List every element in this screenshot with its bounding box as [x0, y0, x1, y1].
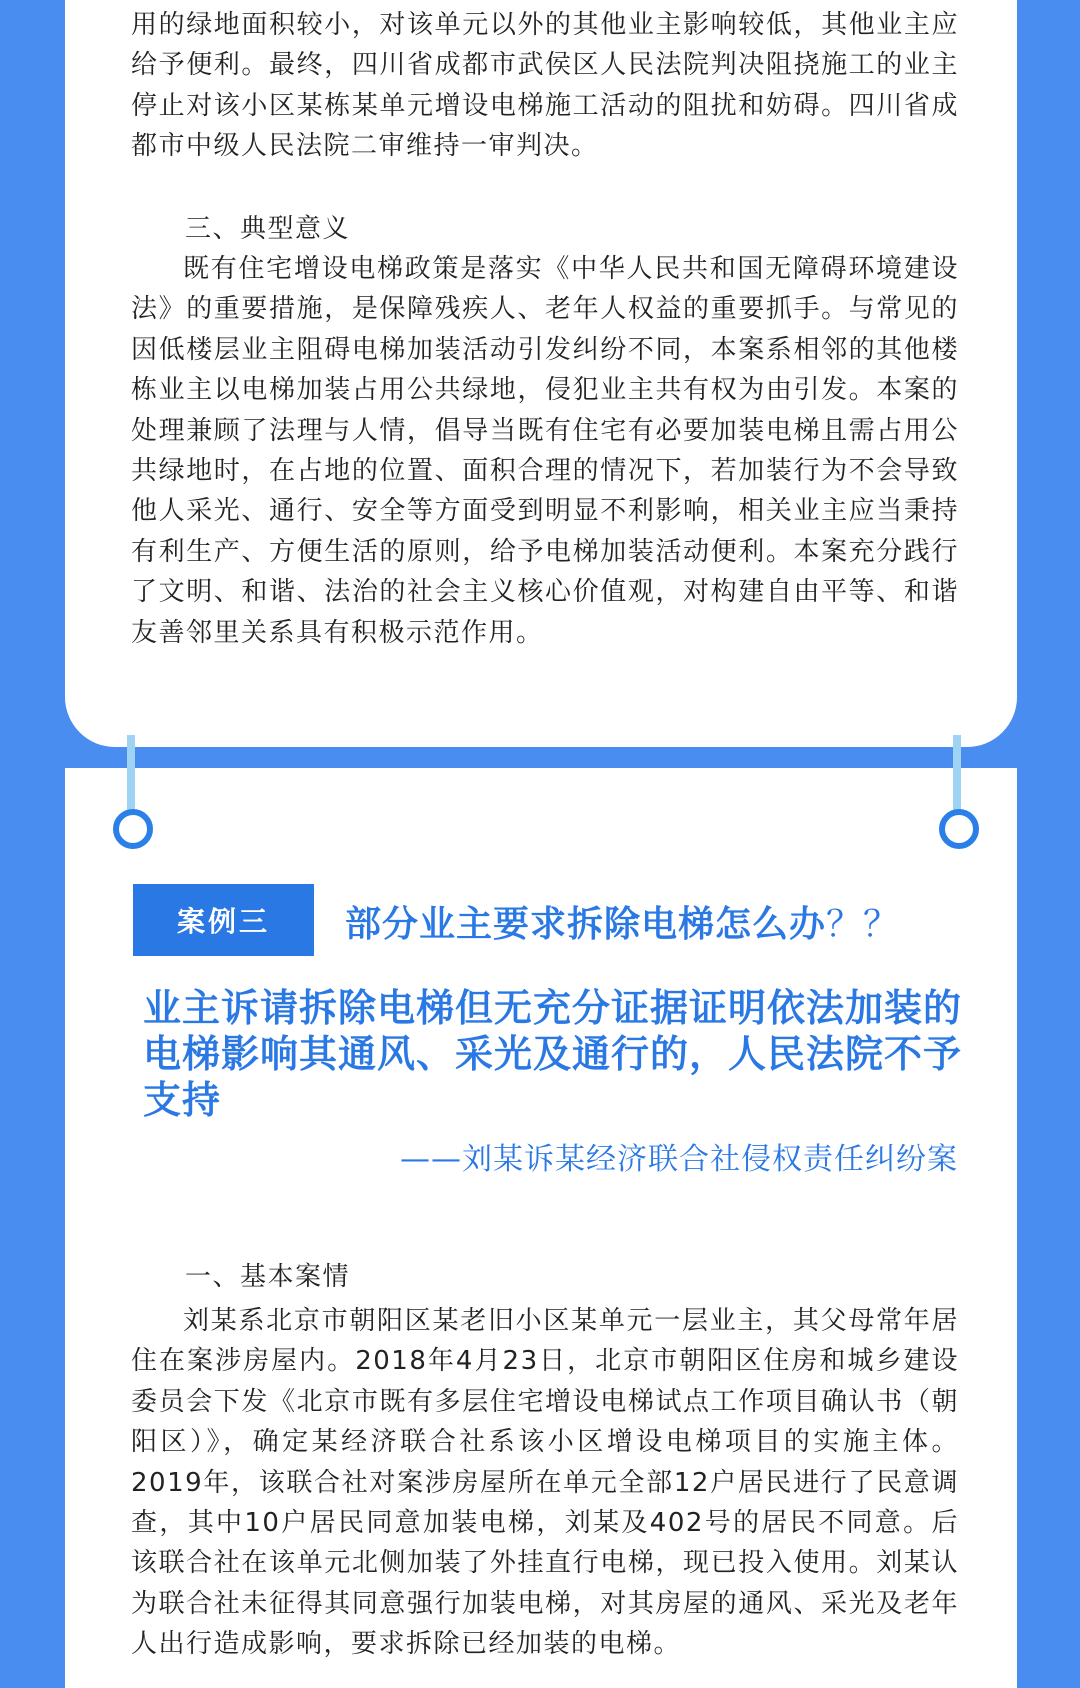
case-subtitle: ——刘某诉某经济联合社侵权责任纠纷案 [400, 1142, 958, 1177]
heading-basic-facts: 一、基本案情 [185, 1262, 351, 1292]
case-tag: 案例三 [133, 884, 314, 956]
case-title-suffix: ？？ [826, 904, 901, 945]
binder-ring-right [939, 809, 979, 849]
binder-line-left [127, 735, 135, 810]
heading-typical-significance: 三、典型意义 [185, 214, 351, 244]
paragraph-basic-facts: 刘某系北京市朝阳区某老旧小区某单元一层业主，其父母常年居住在案涉房屋内。2018年4月23日，北京市朝阳区住房和城乡建设委员会下发《北京市既有多层住宅增设电梯试点工作项目确认书（朝阳区）》，确定某经济联合社系该小区增设电梯项目的实施主体。2019年，该联合社对案涉房屋所在单元全部12户居民进行了民意调查，其中10户居民同意加装电梯，刘某及402号的居民不同意。后该联合社在该单元北侧加装了外挂直行电梯，现已投入使用。刘某认为联合社未征得其同意强行加装电梯，对其房屋的通风、采光及老年人出行造成影响，要求拆除已经加装的电梯。 [131, 1306, 959, 1660]
binder-line-right [953, 735, 961, 810]
case-title-text: 部分业主要求拆除电梯怎么办 [345, 904, 827, 945]
case-title [345, 896, 900, 947]
paragraph-judgment: 用的绿地面积较小，对该单元以外的其他业主影响较低，其他业主应给予便利。最终，四川省成都市武侯区人民法院判决阻挠施工的业主停止对该小区某栋某单元增设电梯施工活动的阻扰和妨碍。四川省成都市中级人民法院二审维持一审判决。 [131, 10, 959, 162]
binder-ring-left [113, 809, 153, 849]
case-headline: 业主诉请拆除电梯但无充分证据证明依法加装的电梯影响其通风、采光及通行的，人民法院不予支持 [143, 986, 963, 1122]
paragraph-significance: 既有住宅增设电梯政策是落实《中华人民共和国无障碍环境建设法》的重要措施，是保障残疾人、老年人权益的重要抓手。与常见的因低楼层业主阻碍电梯加装活动引发纠纷不同，本案系相邻的其他楼栋业主以电梯加装占用公共绿地，侵犯业主共有权为由引发。本案的处理兼顾了法理与人情，倡导当既有住宅有必要加装电梯且需占用公共绿地时，在占地的位置、面积合理的情况下，若加装行为不会导致他人采光、通行、安全等方面受到明显不利影响，相关业主应当秉持有利生产、方便生活的原则，给予电梯加装活动便利。本案充分践行了文明、和谐、法治的社会主义核心价值观，对构建自由平等、和谐友善邻里关系具有积极示范作用。 [131, 254, 959, 648]
